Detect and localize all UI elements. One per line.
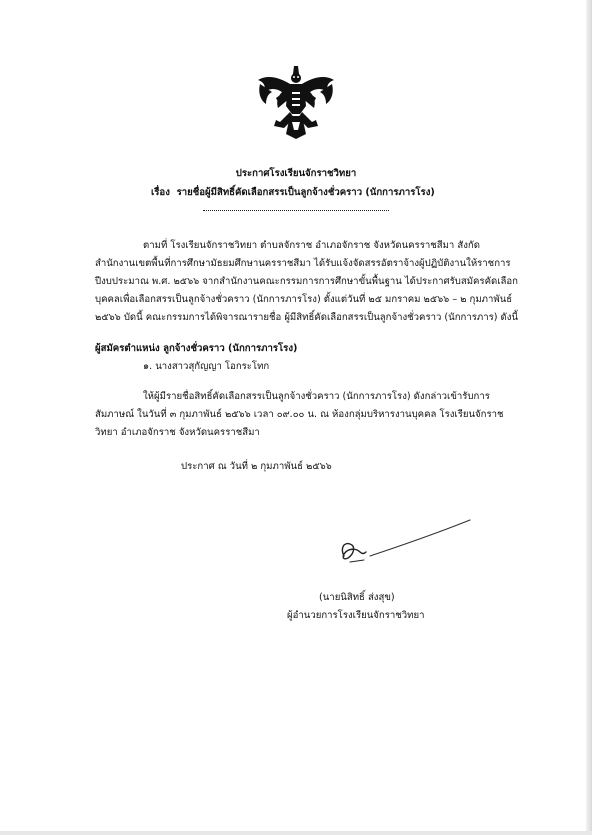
paragraph-1-line-2: สำนักงานเขตพื้นที่การศึกษามัธยมศึกษานครราชสีมา ได้รับแจ้งจัดสรรอัตราจ้างผู้ปฏิบัติงานให้ราชการ [95,258,511,269]
candidate-item: ๑. นางสาวสุกัญญา โอกระโทก [143,361,270,372]
subject-line [151,186,435,199]
subject-text: รายชื่อผู้มีสิทธิ์คัดเลือกสรรเป็นลูกจ้างชั่วคราว (นักการภารโรง) [176,187,435,198]
page-edge-shadow [586,0,592,835]
paragraph-2-line-2: สัมภาษณ์ ในวันที่ ๓ กุมภาพันธ์ ๒๕๖๖ เวลา ๐๙.๐๐ น. ณ ห้องกลุ่มบริหารงานบุคคล โรงเรียนจักราช [95,409,504,420]
paragraph-2-line-1: ให้ผู้มีรายชื่อสิทธิ์คัดเลือกสรรเป็นลูกจ้างชั่วคราว (นักการภารโรง) ดังกล่าวเข้ารับการ [143,391,490,402]
page-bottom-edge [0,831,592,835]
signatory-name: (นายนิสิทธิ์ ส่งสุข) [319,592,395,603]
paragraph-2-line-3: วิทยา อำเภอจักราช จังหวัดนครราชสีมา [95,427,260,438]
paragraph-1-line-4: บุคคลเพื่อเลือกสรรเป็นลูกจ้างชั่วคราว (นักการภารโรง) ตั้งแต่วันที่ ๒๕ มกราคม ๒๕๖๖ – ๒ กุมภาพันธ์ [95,294,513,305]
subject-prefix: เรื่อง [151,187,170,198]
paragraph-1-line-5: ๒๕๖๖ บัดนี้ คณะกรรมการได้พิจารณารายชื่อ ผู้มีสิทธิ์คัดเลือกสรรเป็นลูกจ้างชั่วคราว (นักการภาร) ดังนี้ [95,312,519,323]
garuda-emblem-icon [254,64,338,140]
paragraph-1-line-3: ปีงบประมาณ พ.ศ. ๒๕๖๖ จากสำนักงานคณะกรรมการการศึกษาขั้นพื้นฐาน ได้ประกาศรับสมัครคัดเลือก [95,276,518,287]
signature-image [330,512,480,572]
paragraph-1-line-1: ตามที่ โรงเรียนจักราชวิทยา ตำบลจักราช อำเภอจักราช จังหวัดนครราชสีมา สังกัด [143,240,480,251]
dotted-divider [203,210,389,211]
signatory-position: ผู้อำนวยการโรงเรียนจักราชวิทยา [287,610,425,621]
announcement-title: ประกาศโรงเรียนจักราชวิทยา [235,168,357,179]
position-heading: ผู้สมัครตำแหน่ง ลูกจ้างชั่วคราว (นักการภารโรง) [95,343,298,354]
announcement-date: ประกาศ ณ วันที่ ๒ กุมภาพันธ์ ๒๕๖๖ [181,461,332,472]
